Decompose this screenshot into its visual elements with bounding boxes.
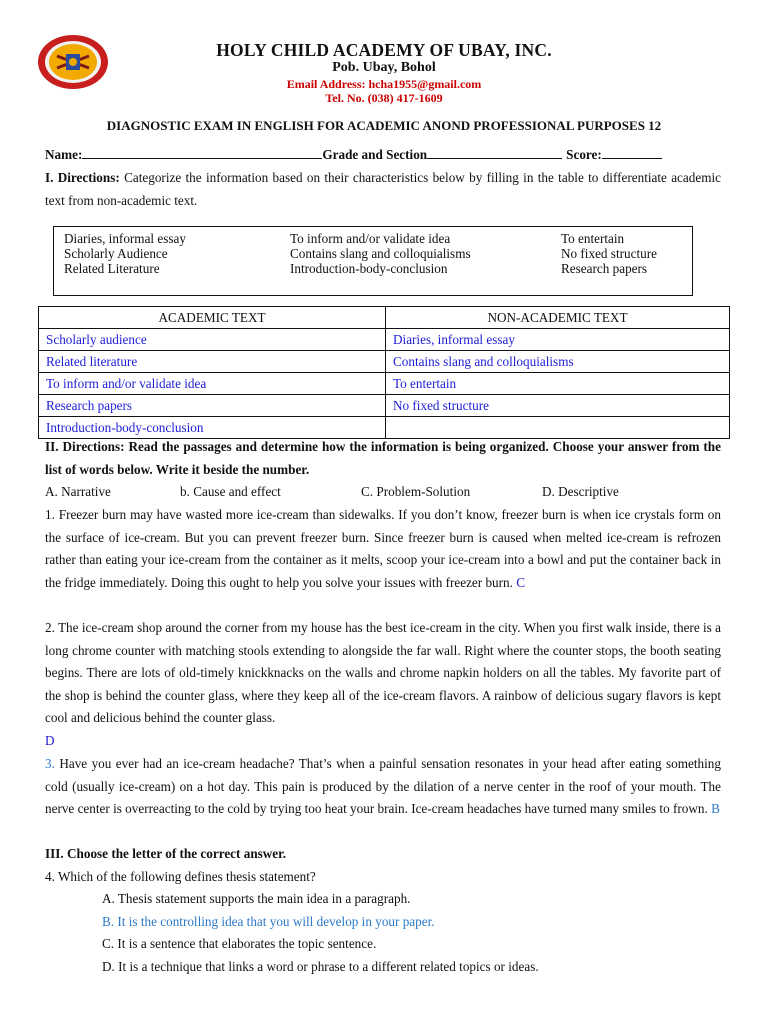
school-telephone: Tel. No. (038) 417-1609 [325, 91, 443, 105]
choice-c: C. Problem-Solution [361, 484, 471, 499]
grade-label: Grade and Section [322, 147, 428, 162]
option-b[interactable]: B. It is the controlling idea that you will develop in your paper. [102, 914, 435, 929]
answer-2[interactable]: D [45, 732, 55, 748]
table-cell[interactable]: To entertain [386, 373, 730, 395]
table-cell[interactable]: Contains slang and colloquialisms [386, 351, 730, 373]
word-bank-box [53, 226, 693, 296]
school-location: Pob. Ubay, Bohol [332, 60, 436, 75]
choice-a: A. Narrative [45, 484, 111, 499]
non-academic-header: NON-ACADEMIC TEXT [386, 307, 730, 329]
word-bank-col1: Diaries, informal essay Scholarly Audience Related Literature [64, 231, 186, 276]
part2-directions: II. Directions: Read the passages and determine how the information is being organized. Choose your answer from the list of words below. Write it beside the number. [45, 439, 721, 477]
word-bank-col3: To entertain No fixed structure Research papers [561, 231, 657, 276]
answer-1[interactable]: C [516, 574, 526, 590]
table-cell[interactable]: Research papers [39, 395, 386, 417]
option-d[interactable]: D. It is a technique that links a word or phrase to a different related topics or ideas. [102, 959, 539, 974]
table-row [39, 373, 730, 395]
choice-d: D. Descriptive [542, 484, 619, 499]
school-email: Email Address: hcha1955@gmail.com [286, 77, 482, 91]
option-c[interactable]: C. It is a sentence that elaborates the topic sentence. [102, 936, 377, 951]
table-row [39, 351, 730, 373]
score-field[interactable] [602, 147, 662, 159]
table-cell[interactable]: No fixed structure [386, 395, 730, 417]
table-cell[interactable]: Introduction-body-conclusion [39, 417, 386, 439]
name-label: Name: [45, 147, 83, 162]
passage-1: 1. Freezer burn may have wasted more ice-cream than sidewalks. If you don’t know, freezer burn is when ice crystals form on the surface of ice-cream. But you can prevent freezer burn. Since freezer burn is caused when melted ice-cream is refrozen rather than eating your ice-cream from the container as it melts, scoop your ice-cream into a bowl and put the container back in the fridge immediately. Doing this ought to help you solve your issues with freezer burn. C [45, 507, 721, 590]
student-info-line [45, 147, 662, 163]
answer-3[interactable]: B [711, 801, 720, 817]
table-cell[interactable]: To inform and/or validate idea [39, 373, 386, 395]
categorization-table [38, 306, 730, 439]
table-header-row [39, 307, 730, 329]
name-field[interactable] [82, 147, 322, 159]
school-name: HOLY CHILD ACADEMY OF UBAY, INC. [216, 40, 552, 60]
table-row [39, 395, 730, 417]
score-label: Score: [566, 147, 602, 162]
table-row [39, 329, 730, 351]
table-cell[interactable]: Related literature [39, 351, 386, 373]
option-a[interactable]: A. Thesis statement supports the main idea in a paragraph. [102, 891, 411, 906]
part3-heading: III. Choose the letter of the correct answer. [45, 846, 287, 861]
grade-field[interactable] [427, 147, 562, 159]
part1-directions: I. Directions: Categorize the information based on their characteristics below by filling in the table to differentiate academic text from non-academic text. [45, 170, 721, 208]
passage-3: 3. Have you ever had an ice-cream headache? That’s when a painful sensation resonates in your head after eating something cold (usually ice-cream) on a hot day. This pain is produced by the dilation of a nerve center in the roof of your mouth. The nerve center is overreacting to the cold by trying too heat your brain. Ice-cream headaches have turned many smiles to frown. B [45, 756, 721, 817]
exam-title: DIAGNOSTIC EXAM IN ENGLISH FOR ACADEMIC ANOND PROFESSIONAL PURPOSES 12 [106, 118, 662, 133]
academic-header: ACADEMIC TEXT [39, 307, 386, 329]
question-4: 4. Which of the following defines thesis statement? [45, 869, 316, 884]
table-cell[interactable]: Scholarly audience [39, 329, 386, 351]
passage-2: 2. The ice-cream shop around the corner from my house has the best ice-cream in the city. When you first walk inside, there is a long chrome counter with matching stools extending to alongside the far wall. Right where the counter stops, the booth seating begins. There are lots of old-timely knickknacks on the walls and chrome napkin holders on all the tables. My favorite part of the shop is behind the counter glass, where they keep all of the ice-cream flavors. A rainbow of delicious sugary flavors is kept cool and delicious behind the counter glass. D [45, 620, 721, 748]
choice-b: b. Cause and effect [180, 484, 281, 499]
table-cell[interactable]: Diaries, informal essay [386, 329, 730, 351]
word-bank-col2: To inform and/or validate idea Contains slang and colloquialisms Introduction-body-conclusion [290, 231, 471, 276]
